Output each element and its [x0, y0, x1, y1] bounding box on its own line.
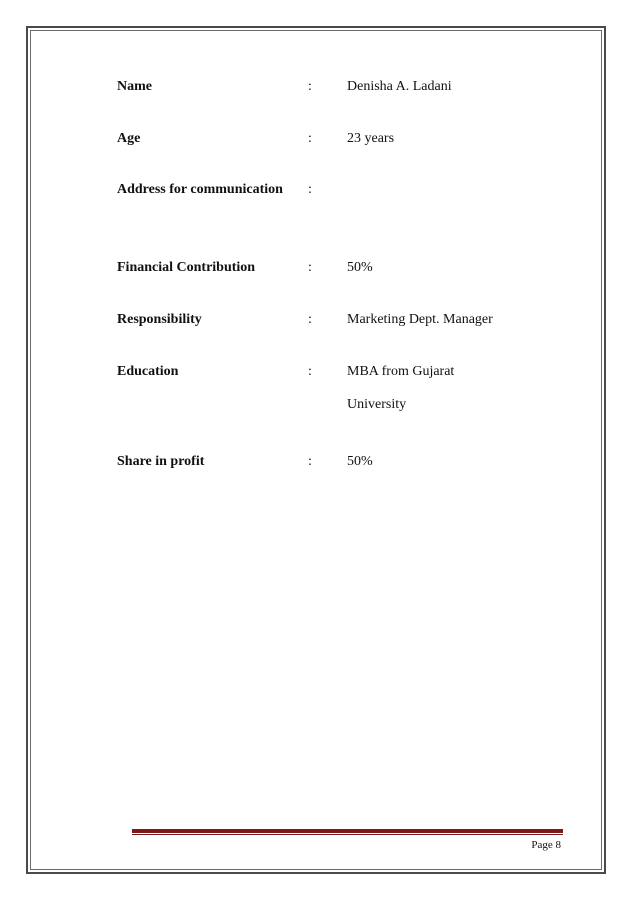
field-value-share-in-profit: 50% — [347, 454, 373, 469]
field-value-name: Denisha A. Ladani — [347, 79, 452, 94]
footer-rule-thick — [132, 829, 563, 833]
field-label-education: Education — [117, 364, 179, 379]
field-label-address: Address for communication — [117, 182, 283, 197]
field-value-age: 23 years — [347, 131, 395, 146]
field-value-responsibility: Marketing Dept. Manager — [347, 312, 493, 327]
field-value-education-line-1: MBA from Gujarat — [347, 364, 455, 379]
field-separator: : — [308, 131, 312, 146]
field-label-name: Name — [117, 79, 152, 94]
field-label-age: Age — [117, 131, 141, 146]
field-value-financial-contribution: 50% — [347, 260, 373, 275]
field-separator: : — [308, 182, 312, 197]
field-separator: : — [308, 260, 312, 275]
field-value-education-line-2: University — [347, 397, 407, 412]
field-label-share-in-profit: Share in profit — [117, 454, 205, 469]
field-separator: : — [308, 364, 312, 379]
page-number: Page 8 — [531, 839, 561, 851]
page-border-inner — [30, 30, 602, 870]
field-label-financial-contribution: Financial Contribution — [117, 260, 256, 275]
field-separator: : — [308, 454, 312, 469]
field-separator: : — [308, 312, 312, 327]
field-label-responsibility: Responsibility — [117, 312, 202, 327]
footer-rule-thin — [132, 834, 563, 835]
field-separator: : — [308, 79, 312, 94]
